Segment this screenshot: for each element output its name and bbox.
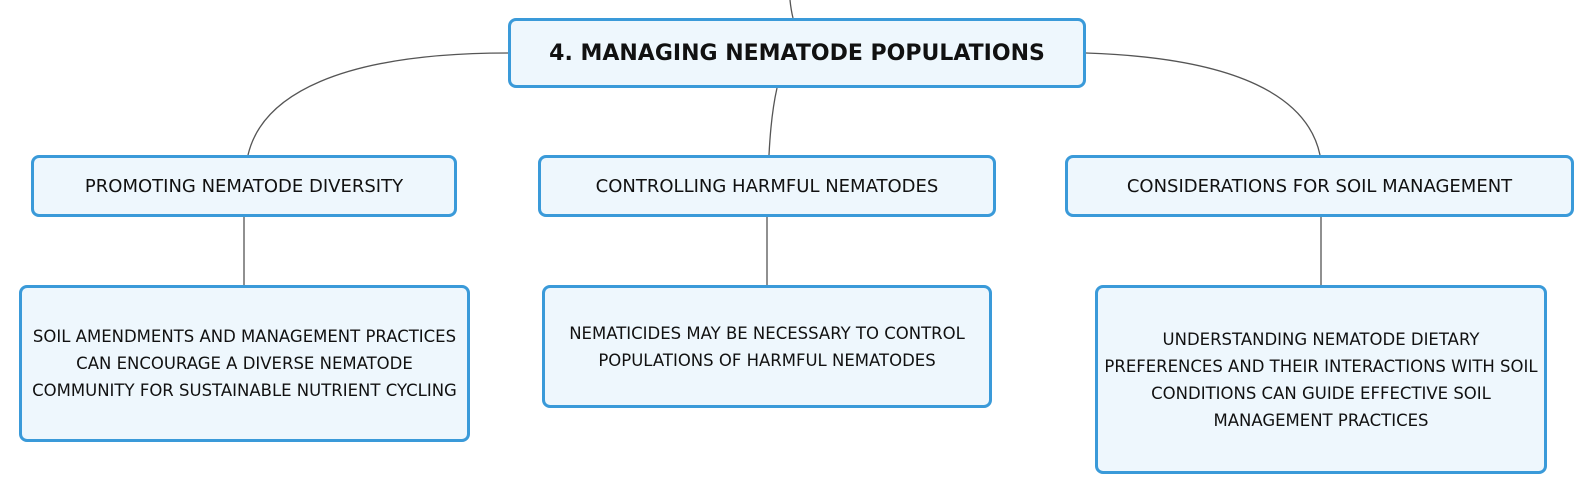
branch-node-label: CONSIDERATIONS FOR SOIL MANAGEMENT — [1126, 175, 1513, 197]
detail-line: NEMATICIDES MAY BE NECESSARY TO CONTROL — [569, 323, 965, 343]
root-node-label: 4. MANAGING NEMATODE POPULATIONS — [549, 40, 1045, 66]
detail-line: CONDITIONS CAN GUIDE EFFECTIVE SOIL — [1151, 383, 1491, 403]
detail-node-promoting-diversity[interactable] — [19, 285, 470, 442]
branch-node-controlling-harmful[interactable] — [538, 155, 996, 217]
branch-node-label: PROMOTING NEMATODE DIVERSITY — [84, 175, 404, 197]
detail-node-text — [32, 323, 457, 404]
detail-line: MANAGEMENT PRACTICES — [1213, 410, 1429, 430]
detail-node-controlling-harmful[interactable] — [542, 285, 992, 408]
detail-line: UNDERSTANDING NEMATODE DIETARY — [1162, 329, 1480, 349]
branch-node-promoting-diversity[interactable] — [31, 155, 457, 217]
detail-line: CAN ENCOURAGE A DIVERSE NEMATODE — [76, 354, 413, 373]
detail-node-text — [1104, 326, 1537, 434]
detail-line: SOIL AMENDMENTS AND MANAGEMENT PRACTICES — [32, 327, 457, 346]
branch-node-soil-management[interactable] — [1065, 155, 1574, 217]
detail-line: PREFERENCES AND THEIR INTERACTIONS WITH SOIL — [1104, 356, 1538, 376]
branch-node-label: CONTROLLING HARMFUL NEMATODES — [595, 175, 939, 197]
connector-root-to-branch-2 — [769, 88, 777, 155]
detail-node-soil-management[interactable] — [1095, 285, 1547, 474]
connector-incoming-root — [790, 0, 793, 18]
connector-root-to-branch-3 — [1086, 53, 1320, 155]
detail-line: POPULATIONS OF HARMFUL NEMATODES — [598, 350, 936, 370]
detail-line: COMMUNITY FOR SUSTAINABLE NUTRIENT CYCLING — [32, 381, 457, 400]
root-node[interactable] — [508, 18, 1086, 88]
connector-root-to-branch-1 — [248, 53, 508, 155]
detail-node-text — [569, 320, 965, 374]
